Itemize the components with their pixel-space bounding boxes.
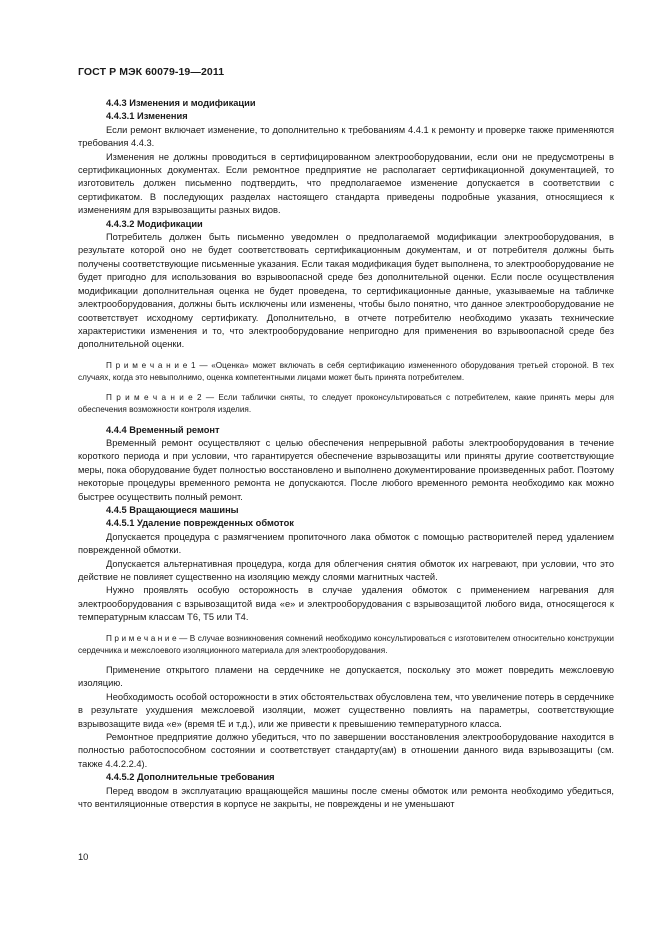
section-heading: 4.4.5.2 Дополнительные требования: [106, 772, 275, 783]
paragraph: Допускается альтернативная процедура, когда для облегчения снятия обмоток их нагревают, при условии, что это действие не повлияет существенно на изоляцию между слоями магнитных частей.: [78, 558, 614, 582]
paragraph: Необходимость особой осторожности в этих обстоятельствах обусловлена тем, что увеличение потерь в сердечнике в результате ухудшения межслоевой изоляции, может существенно повлиять на параметры, соответствующие взрывозащите вида «е» (время tE и т.д.), или же привести к превышению температурного класса.: [78, 691, 614, 729]
section-heading: 4.4.5 Вращающиеся машины: [106, 504, 239, 515]
section-heading: 4.4.3 Изменения и модификации: [106, 98, 256, 108]
document-body: [78, 97, 614, 812]
paragraph: Временный ремонт осуществляют с целью обеспечения непрерывной работы электрооборудования в течение короткого периода и при условии, что гарантируется обеспечение взрывозащиты или приняты другие соответствующие меры, пока оборудование будет полностью восстановлено и выполнено документирование произведенных работ. Поэтому некоторые процедуры временного ремонта не допускаются. После любого временного ремонта необходимо как можно быстрее осуществить полный ремонт.: [78, 437, 614, 502]
section-heading: 4.4.4 Временный ремонт: [106, 424, 220, 435]
paragraph: Если ремонт включает изменение, то дополнительно к требованиям 4.4.1 к ремонту и проверке также применяются требования 4.4.3.: [78, 124, 614, 149]
note-paragraph: П р и м е ч а н и е 1 — «Оценка» может включать в себя сертификацию измененного оборудования третьей стороной. В тех случаях, когда это невыполнимо, оценка компетентными лицами может быть принята потребителем.: [78, 360, 614, 382]
paragraph: Изменения не должны проводиться в сертифицированном электрооборудовании, если они не предусмотрены в сертификационных документах. Если ремонтное предприятие не располагает сертификационной документацией, то изготовитель должен письменно подтвердить, что предполагаемое изменение допускается в соответствии с сертификатом. В последующих разделах настоящего стандарта приведены подробные указания, относящиеся к изменениям для взрывозащиты разных видов.: [78, 151, 614, 216]
note-paragraph: П р и м е ч а н и е — В случае возникновения сомнений необходимо консультироваться с изготовителем относительно конструкции сердечника и межслоевого изоляционного материала для электрооборудования.: [78, 633, 614, 655]
page-number: 10: [78, 852, 89, 862]
paragraph: Перед вводом в эксплуатацию вращающейся машины после смены обмоток или ремонта необходимо убедиться, что вентиляционные отверстия в корпусе не закрыты, не повреждены и не уменьшают: [78, 785, 614, 810]
paragraph: Применение открытого пламени на сердечнике не допускается, поскольку это может повредить межслоевую изоляцию.: [78, 665, 614, 689]
note-paragraph: П р и м е ч а н и е 2 — Если таблички сняты, то следует проконсультироваться с потребителем, какие принять меры для обеспечения возможности контроля изделия.: [78, 393, 614, 415]
paragraph: Нужно проявлять особую осторожность в случае удаления обмоток с применением нагревания для электрооборудования с взрывозащитой вида «е» и электрооборудования с взрывозащитой любого вида, относящегося к температурным классам Т6, Т5 или Т4.: [78, 585, 614, 623]
section-heading: 4.4.5.1 Удаление поврежденных обмоток: [106, 518, 294, 529]
section-heading: 4.4.3.2 Модификации: [106, 218, 203, 229]
section-heading: 4.4.3.1 Изменения: [106, 111, 188, 122]
standard-header: ГОСТ Р МЭК 60079-19—2011: [78, 66, 225, 78]
paragraph: Потребитель должен быть письменно уведомлен о предполагаемой модификации электрооборудования, в результате которой оно не будет соответствовать сертификационным документам, и от потребителя должны быть получены соответствующие письменные указания. Если такая модификация будет выполнена, то электрооборудование не будет пригодно для использования во взрывоопасной среде без дополнительной оценки. Если после осуществления модификации дополнительная оценка не будет проведена, то сертификационные данные, указываемые на табличке электрооборудования, должны быть исключены или изменены, чтобы было понятно, что данное электрооборудование не соответствует исходному сертификату. Дополнительно, в отчете потребителю необходимо указать технические характеристики изменения и то, что электрооборудование непригодно для применения во взрывоопасной среде без дополнительной оценки.: [78, 232, 614, 350]
paragraph: Ремонтное предприятие должно убедиться, что по завершении восстановления электрооборудование находится в полностью работоспособном состоянии и соответствует стандарту(ам) в отношении данного вида взрывозащиты (см. также 4.4.2.2.4).: [78, 732, 614, 769]
paragraph: Допускается процедура с размягчением пропиточного лака обмоток с помощью растворителей перед удалением поврежденной обмотки.: [78, 531, 614, 556]
